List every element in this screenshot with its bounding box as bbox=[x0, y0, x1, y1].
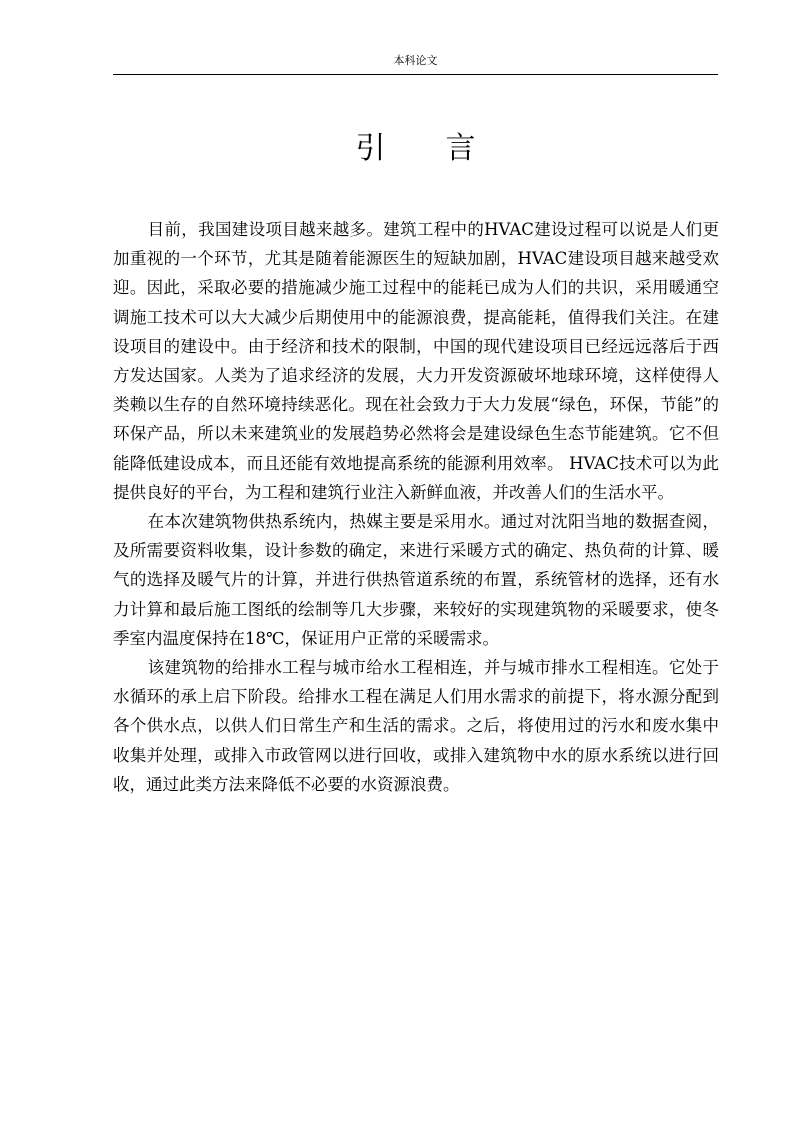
body-text bbox=[113, 215, 719, 799]
paragraph: 目前，我国建设项目越来越多。建筑工程中的HVAC建设过程可以说是人们更加重视的一个环节，尤其是随着能源医生的短缺加剧，HVAC建设项目越来越受欢迎。因此，采取必要的措施减少施工过程中的能耗已成为人们的共识，采用暖通空调施工技术可以大大减少后期使用中的能源浪费，提高能耗，值得我们关注。在建设项目的建设中。由于经济和技术的限制，中国的现代建设项目已经远远落后于西方发达国家。人类为了追求经济的发展，大力开发资源破坏地球环境，这样使得人类赖以生存的自然环境持续恶化。现在社会致力于大力发展“绿色，环保，节能”的环保产品，所以未来建筑业的发展趋势必然将会是建设绿色生态节能建筑。它不但能降低建设成本，而且还能有效地提高系统的能源利用效率。 HVAC技术可以为此提供良好的平台，为工程和建筑行业注入新鲜血液，并改善人们的生活水平。 bbox=[113, 220, 719, 502]
title-char-1: 引 bbox=[355, 131, 386, 166]
title-char-2: 言 bbox=[445, 131, 476, 166]
page-title bbox=[113, 127, 718, 171]
header-text: 本科论文 bbox=[393, 54, 438, 67]
paragraph: 该建筑物的给排水工程与城市给水工程相连，并与城市排水工程相连。它处于水循环的承上启下阶段。给排水工程在满足人们用水需求的前提下，将水源分配到各个供水点，以供人们日常生产和生活的需求。之后，将使用过的污水和废水集中收集并处理，或排入市政管网以进行回收，或排入建筑物中水的原水系统以进行回收，通过此类方法来降低不必要的水资源浪费。 bbox=[113, 658, 719, 794]
page-header bbox=[113, 52, 718, 75]
paragraph: 在本次建筑物供热系统内，热媒主要是采用水。通过对沈阳当地的数据查阅，及所需要资料收集，设计参数的确定，来进行采暖方式的确定、热负荷的计算、暖气的选择及暖气片的计算，并进行供热管道系统的布置，系统管材的选择，还有水力计算和最后施工图纸的绘制等几大步骤，来较好的实现建筑物的采暖要求，使冬季室内温度保持在18℃，保证用户正常的采暖需求。 bbox=[113, 512, 719, 648]
